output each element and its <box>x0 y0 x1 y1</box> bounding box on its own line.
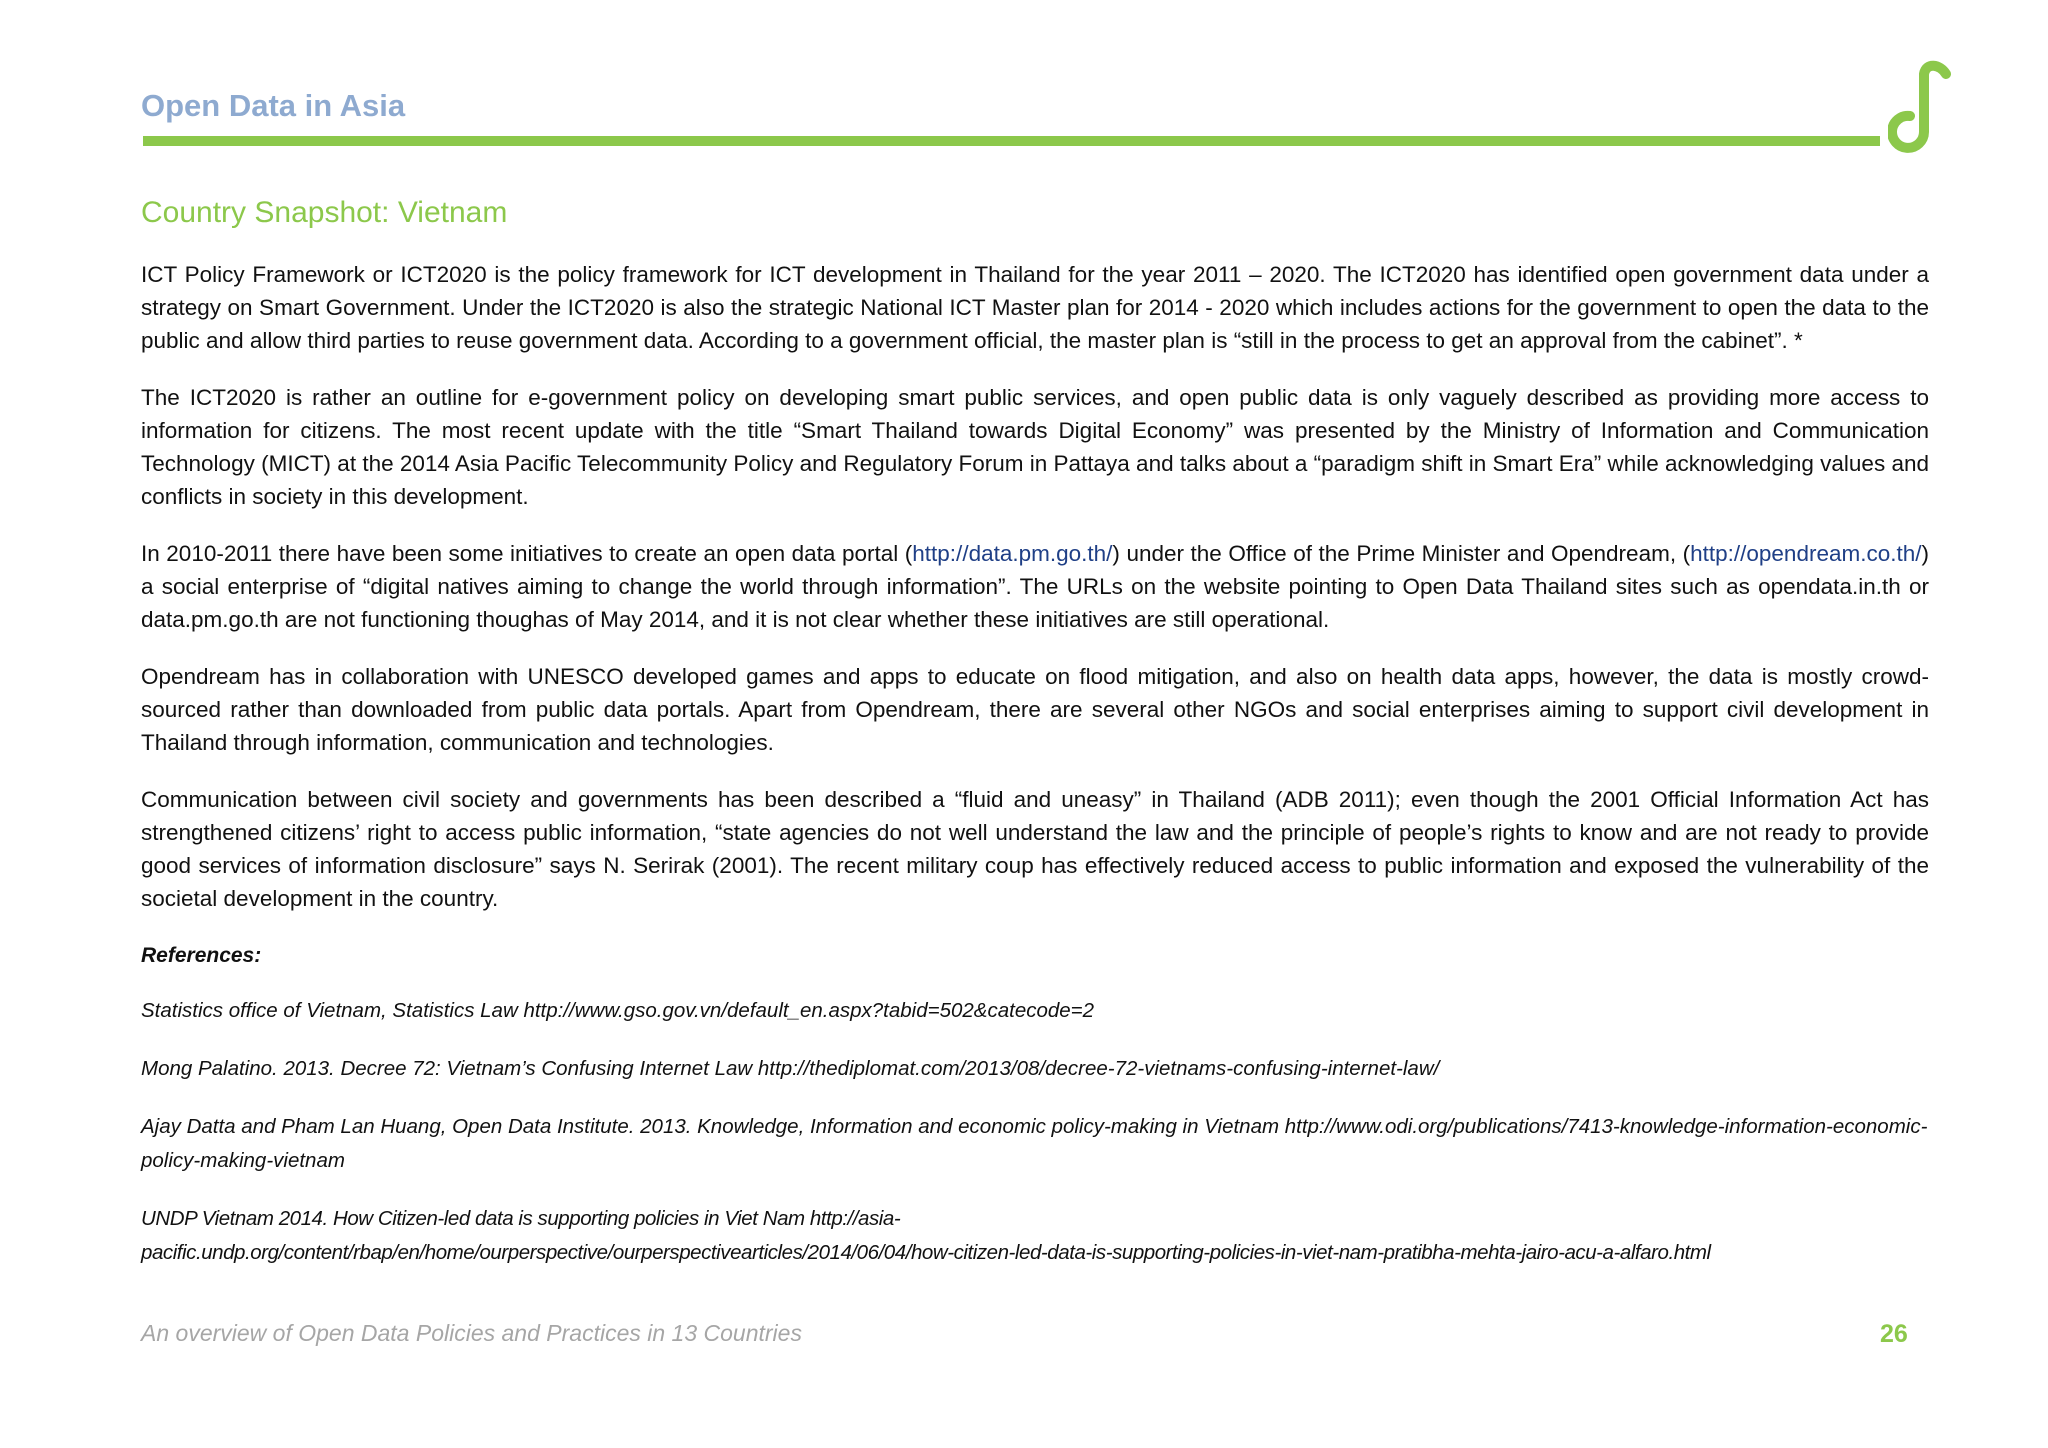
paragraph-text: ) under the Office of the Prime Minister and Opendream, ( <box>1112 541 1691 566</box>
header-title: Open Data in Asia <box>141 88 406 123</box>
reference-item: Statistics office of Vietnam, Statistics Law http://www.gso.gov.vn/default_en.aspx?tabid=502&catecode=2 <box>141 999 1095 1022</box>
reference-item: Ajay Datta and Pham Lan Huang, Open Data Institute. 2013. Knowledge, Information and economic policy-making in Vietnam http://www.odi.org/publications/7413-knowledge-information-economic-policy-making-vietnam <box>141 1115 1928 1172</box>
data-pm-go-th-link[interactable]: http://data.pm.go.th/ <box>912 541 1113 566</box>
reference-url: pacific.undp.org/content/rbap/en/home/ourperspective/ourperspectivearticles/2014/06/04/how-citizen-led-data-is-supporting-policies-in-viet-nam-pratibha-mehta-jairo-acu-a-alfaro.html <box>141 1241 1711 1264</box>
document-body <box>141 258 1929 1294</box>
header-rule <box>143 136 1880 146</box>
page-number: 26 <box>1880 1320 1908 1348</box>
paragraph-ict2020-outline: The ICT2020 is rather an outline for e-government policy on developing smart public services, and open public data is only vaguely described as providing more access to information for citizens. The most recent update with the title “Smart Thailand towards Digital Economy” was presented by the Ministry of Information and Communication Technology (MICT) at the 2014 Asia Pacific Telecommunity Policy and Regulatory Forum in Pattaya and talks about a “paradigm shift in Smart Era” while acknowledging values and conflicts in society in this development. <box>141 385 1929 509</box>
paragraph-ict2020-framework: ICT Policy Framework or ICT2020 is the policy framework for ICT development in Thailand for the year 2011 – 2020. The ICT2020 has identified open government data under a strategy on Smart Government. Under the ICT2020 is also the strategic National ICT Master plan for 2014 - 2020 which includes actions for the government to open the data to the public and allow third parties to reuse government data. According to a government official, the master plan is “still in the process to get an approval from the cabinet”. * <box>141 262 1929 353</box>
paragraph-text: In 2010-2011 there have been some initiatives to create an open data portal ( <box>141 541 913 566</box>
footer-text: An overview of Open Data Policies and Practices in 13 Countries <box>141 1320 802 1346</box>
open-data-logo-icon <box>1888 56 1958 162</box>
paragraph-open-data-initiatives <box>141 537 1929 636</box>
paragraph-civil-society: Communication between civil society and governments has been described a “fluid and uneasy” in Thailand (ADB 2011); even though the 2001 Official Information Act has strengthened citizens’ right to access public information, “state agencies do not well understand the law and the principle of people’s rights to know and are not ready to provide good services of information disclosure” says N. Serirak (2001). The recent military coup has effectively reduced access to public information and exposed the vulnerability of the societal development in the country. <box>141 787 1929 911</box>
paragraph-text: ) a social enterprise of “digital natives aiming to change the world through information”. The URLs on the website pointing to Open Data Thailand sites such as opendata.in.th or data.pm.go.th are not functioning thoughas of May 2014, and it is not clear whether these initiatives are still operational. <box>141 541 1930 632</box>
reference-item <box>141 1202 1929 1270</box>
reference-text: UNDP Vietnam 2014. How Citizen-led data is supporting policies in Viet Nam http://asia- <box>141 1207 901 1230</box>
paragraph-opendream: Opendream has in collaboration with UNESCO developed games and apps to educate on flood mitigation, and also on health data apps, however, the data is mostly crowd-sourced rather than downloaded from public data portals. Apart from Opendream, there are several other NGOs and social enterprises aiming to support civil development in Thailand through information, communication and technologies. <box>141 664 1929 755</box>
opendream-link[interactable]: http://opendream.co.th/ <box>1690 541 1922 566</box>
reference-item: Mong Palatino. 2013. Decree 72: Vietnam’s Confusing Internet Law http://thediplomat.com/2013/08/decree-72-vietnams-confusing-internet-law/ <box>141 1057 1440 1080</box>
section-title: Country Snapshot: Vietnam <box>141 196 508 229</box>
references-heading: References: <box>141 944 262 967</box>
